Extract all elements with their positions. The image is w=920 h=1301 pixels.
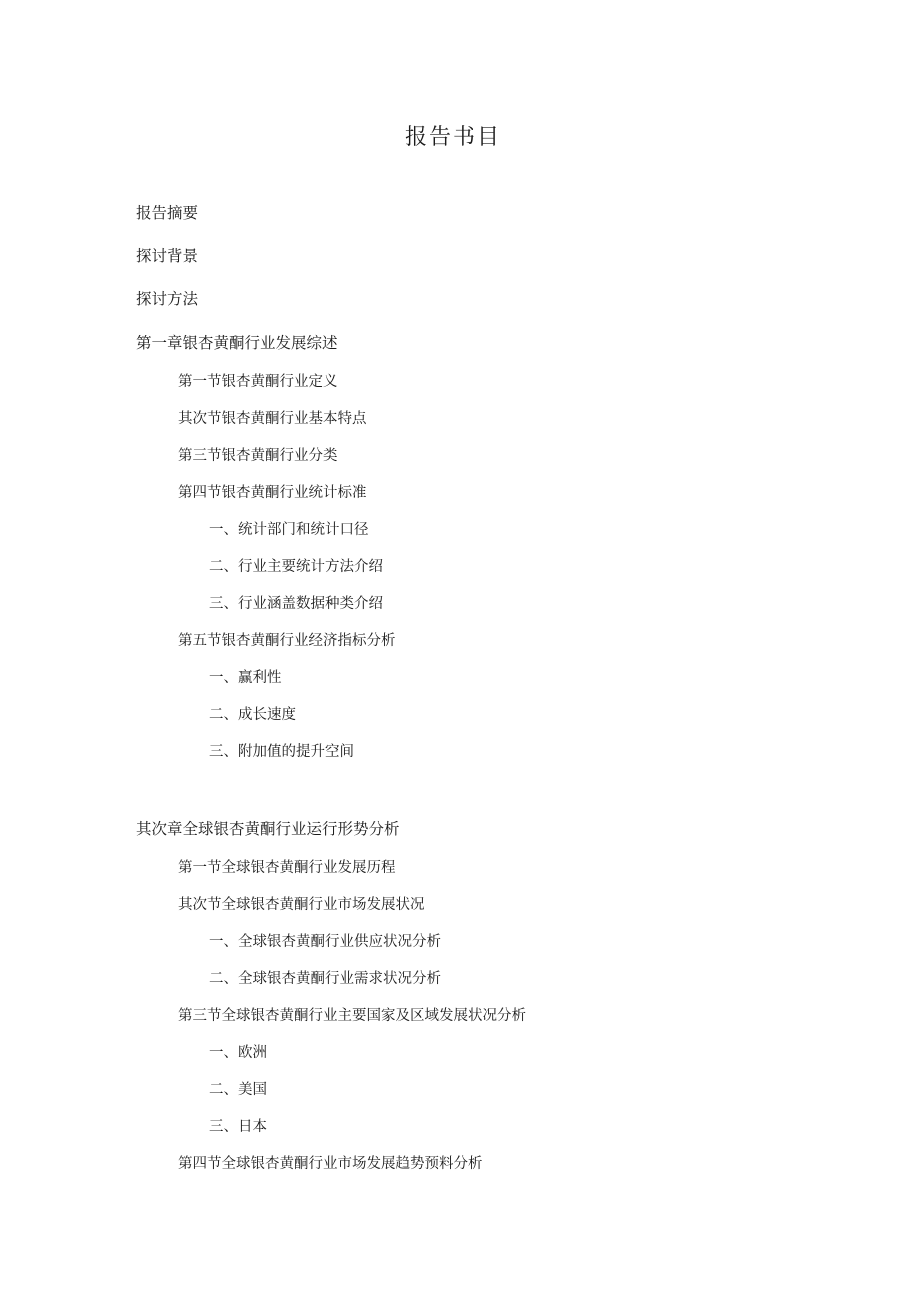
toc-subsection: 三、日本 [209, 1119, 267, 1135]
toc-subsection: 一、统计部门和统计口径 [209, 522, 369, 538]
toc-entry-method: 探讨方法 [136, 290, 199, 308]
toc-subsection: 二、美国 [209, 1082, 267, 1098]
toc-section: 第四节全球银杏黄酮行业市场发展趋势预料分析 [178, 1156, 483, 1172]
toc-subsection: 一、欧洲 [209, 1045, 267, 1061]
toc-section: 其次节银杏黄酮行业基本特点 [178, 411, 367, 427]
toc-subsection: 三、附加值的提升空间 [209, 744, 354, 760]
document-title: 报告书目 [404, 125, 501, 150]
toc-entry-summary: 报告摘要 [136, 204, 199, 222]
toc-subsection: 一、全球银杏黄酮行业供应状况分析 [209, 934, 441, 950]
toc-section: 第四节银杏黄酮行业统计标准 [178, 485, 367, 501]
toc-chapter-1: 第一章银杏黄酮行业发展综述 [136, 334, 338, 352]
toc-chapter-2: 其次章全球银杏黄酮行业运行形势分析 [136, 820, 400, 838]
toc-section: 第三节银杏黄酮行业分类 [178, 448, 338, 464]
toc-subsection: 一、赢利性 [209, 670, 282, 686]
toc-subsection: 二、全球银杏黄酮行业需求状况分析 [209, 971, 441, 987]
toc-subsection: 二、成长速度 [209, 707, 296, 723]
toc-section: 第一节银杏黄酮行业定义 [178, 374, 338, 390]
toc-section: 第三节全球银杏黄酮行业主要国家及区域发展状况分析 [178, 1008, 526, 1024]
toc-subsection: 二、行业主要统计方法介绍 [209, 559, 383, 575]
toc-entry-background: 探讨背景 [136, 247, 199, 265]
toc-section: 第一节全球银杏黄酮行业发展历程 [178, 860, 396, 876]
toc-section: 其次节全球银杏黄酮行业市场发展状况 [178, 897, 425, 913]
toc-section: 第五节银杏黄酮行业经济指标分析 [178, 633, 396, 649]
toc-subsection: 三、行业涵盖数据种类介绍 [209, 596, 383, 612]
